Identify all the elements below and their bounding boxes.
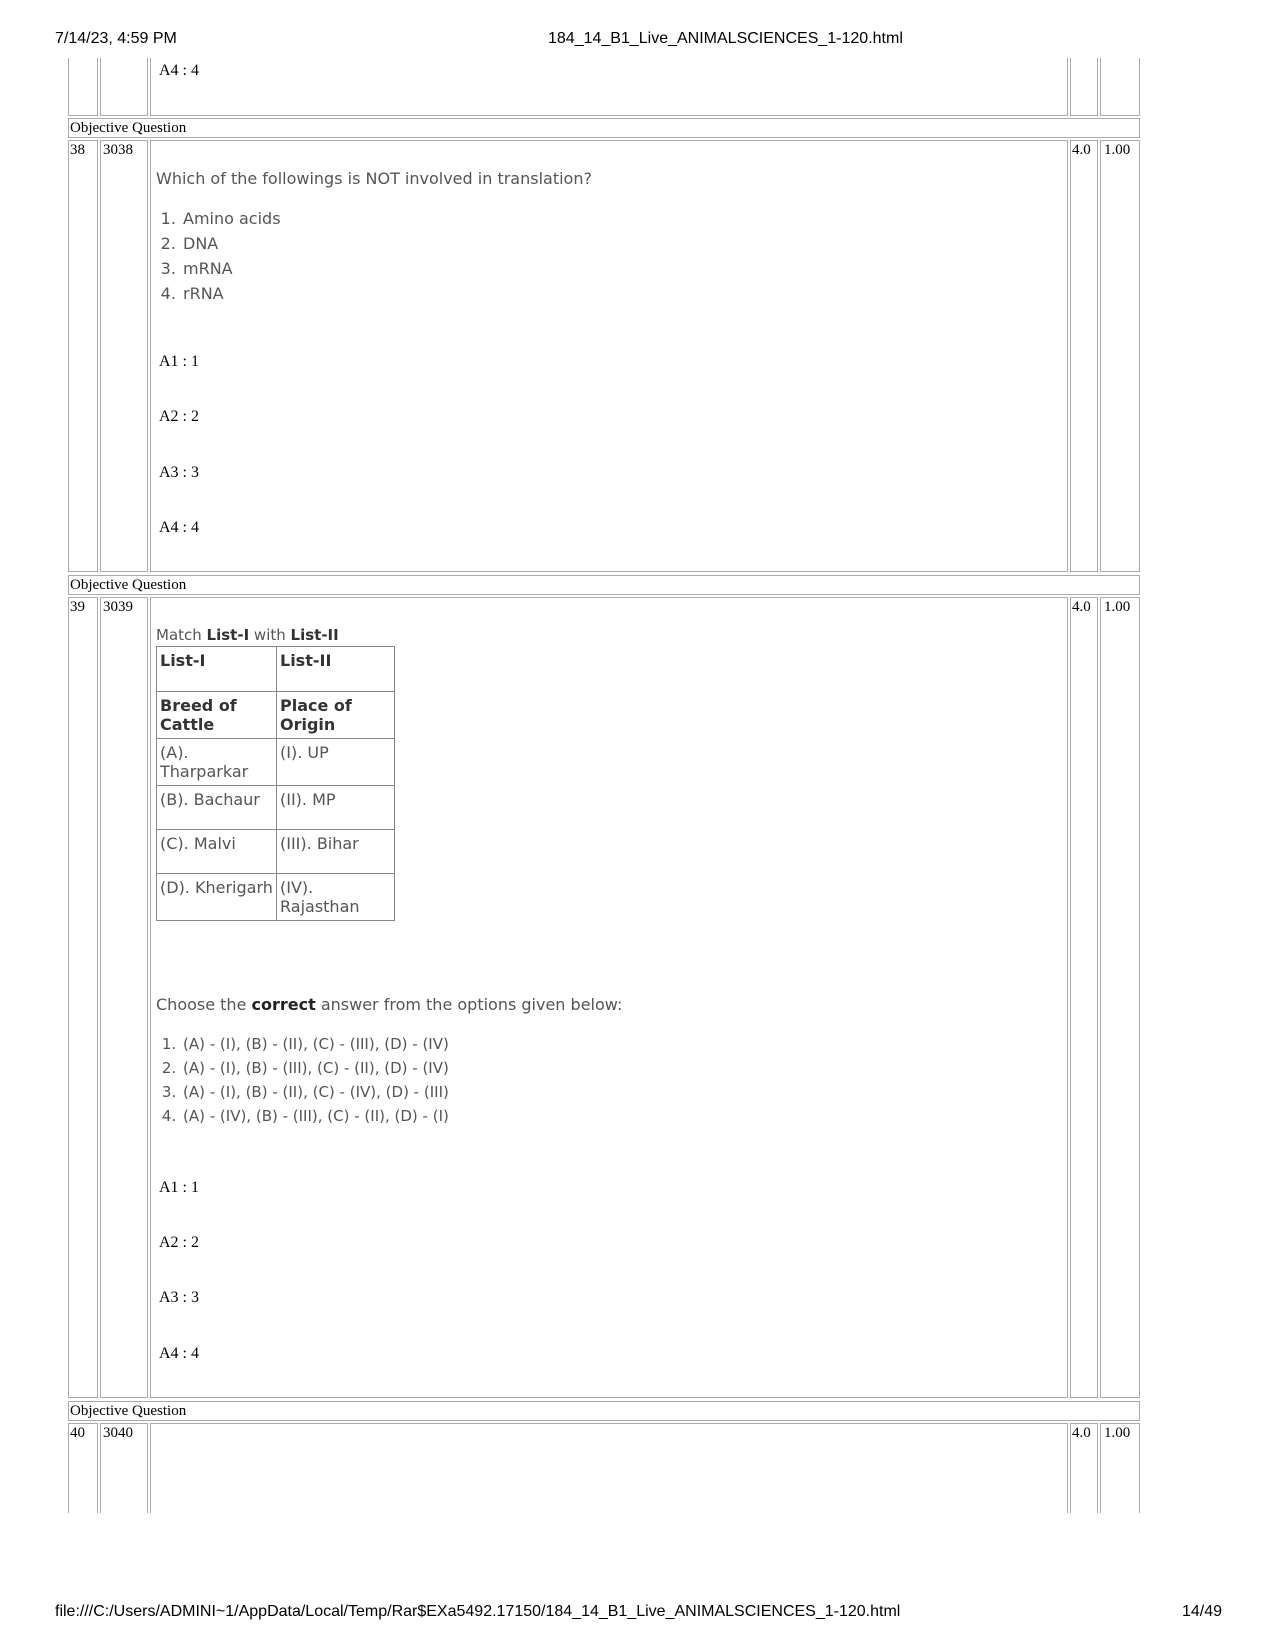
table-cell: (III). Bihar: [277, 830, 395, 874]
question-body: [150, 597, 1068, 1398]
marks: 4.0: [1072, 1425, 1091, 1441]
negative-marks: 1.00: [1104, 1425, 1131, 1441]
table-row: [157, 739, 395, 786]
print-filename: 184_14_B1_Live_ANIMALSCIENCES_1-120.html: [548, 30, 903, 47]
table-cell: (A). Tharparkar: [157, 739, 277, 786]
section-label-row: [68, 575, 1140, 595]
question-id: 3040: [103, 1425, 133, 1441]
answer-a2: A2 : 2: [159, 408, 199, 425]
answer-a1: A1 : 1: [159, 353, 199, 370]
option-item: 4. rRNA: [181, 281, 281, 306]
table-row: [157, 830, 395, 874]
section-label: Objective Question: [70, 1403, 187, 1419]
file-path: file:///C:/Users/ADMINI~1/AppData/Local/Temp/Rar$EXa5492.17150/184_14_B1_Live_ANIMALSCIENCES_1-120.html: [55, 1603, 901, 1620]
table-header-cell: Place of Origin: [277, 692, 395, 739]
section-label-row: [68, 118, 1140, 138]
answer-a3: A3 : 3: [159, 1289, 199, 1306]
option-list: [157, 206, 281, 306]
serial-number: 39: [70, 599, 85, 615]
prev-answer-a4: A4 : 4: [159, 62, 199, 79]
section-label: Objective Question: [70, 120, 187, 136]
table-header-cell: List-I: [157, 647, 277, 692]
question-body: [150, 140, 1068, 572]
answer-a2: A2 : 2: [159, 1234, 199, 1251]
option-item: 2. (A) - (I), (B) - (III), (C) - (II), (D) - (IV): [181, 1056, 449, 1080]
choose-instruction: Choose the correct answer from the options given below:: [156, 995, 623, 1014]
marks: 4.0: [1072, 142, 1091, 158]
option-item: 2. DNA: [181, 231, 281, 256]
section-label: Objective Question: [70, 577, 187, 593]
table-cell: (I). UP: [277, 739, 395, 786]
match-table: [156, 646, 395, 921]
table-header-cell: List-II: [277, 647, 395, 692]
question-id: 3039: [103, 599, 133, 615]
marks: 4.0: [1072, 599, 1091, 615]
option-item: 1. (A) - (I), (B) - (II), (C) - (III), (D) - (IV): [181, 1032, 449, 1056]
page-number: 14/49: [1182, 1603, 1223, 1620]
table-cell: (D). Kherigarh: [157, 874, 277, 921]
serial-number: 38: [70, 142, 85, 158]
table-row: [157, 874, 395, 921]
answer-a4: A4 : 4: [159, 1345, 199, 1362]
table-cell: (B). Bachaur: [157, 786, 277, 830]
question-text: Which of the followings is NOT involved in translation?: [156, 169, 592, 188]
option-item: 4. (A) - (IV), (B) - (III), (C) - (II), (D) - (I): [181, 1104, 449, 1128]
question-id: 3038: [103, 142, 133, 158]
print-datetime: 7/14/23, 4:59 PM: [55, 30, 177, 47]
negative-marks: 1.00: [1104, 599, 1131, 615]
serial-number: 40: [70, 1425, 85, 1441]
negative-marks: 1.00: [1104, 142, 1131, 158]
table-row: [157, 786, 395, 830]
option-item: 3. mRNA: [181, 256, 281, 281]
table-cell: (IV). Rajasthan: [277, 874, 395, 921]
option-list: [157, 1032, 449, 1128]
answer-a3: A3 : 3: [159, 464, 199, 481]
section-label-row: [68, 1401, 1140, 1421]
question-intro: Match List-I with List-II: [156, 626, 339, 644]
answer-a1: A1 : 1: [159, 1179, 199, 1196]
table-cell: (C). Malvi: [157, 830, 277, 874]
question-body: [150, 1423, 1068, 1513]
table-header-cell: Breed of Cattle: [157, 692, 277, 739]
answer-a4: A4 : 4: [159, 519, 199, 536]
table-cell: (II). MP: [277, 786, 395, 830]
option-item: 3. (A) - (I), (B) - (II), (C) - (IV), (D) - (III): [181, 1080, 449, 1104]
option-item: 1. Amino acids: [181, 206, 281, 231]
